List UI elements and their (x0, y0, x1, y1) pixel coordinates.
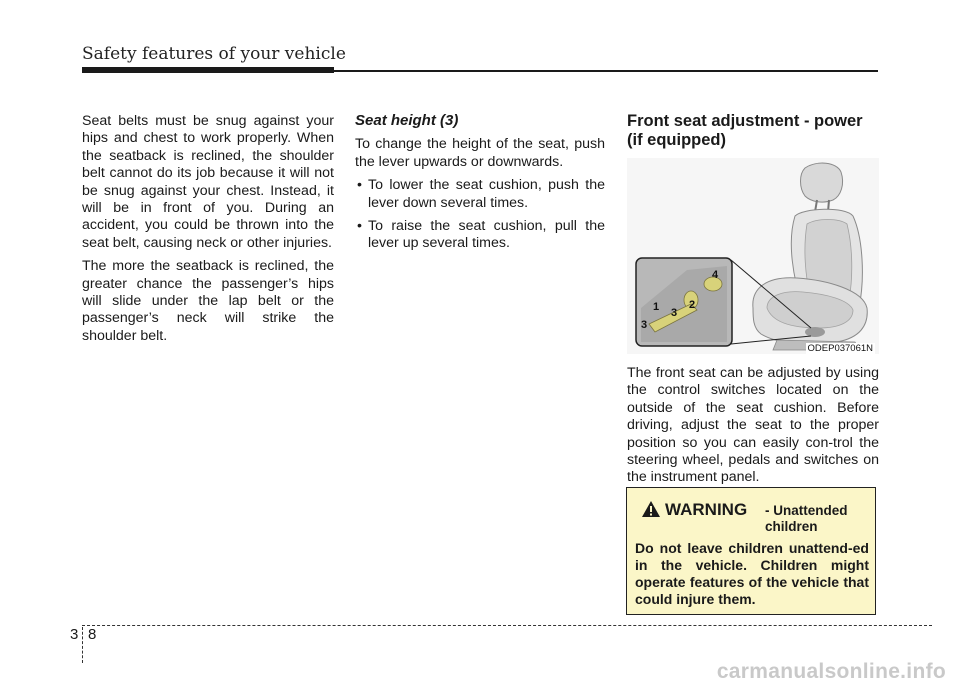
page-number: 8 (88, 626, 97, 643)
callout-number: 1 (653, 301, 660, 313)
section-heading: Front seat adjustment - power (627, 112, 863, 130)
column-1 (82, 113, 334, 351)
page-header-title: Safety features of your vehicle (82, 44, 346, 64)
watermark: carmanualsonline.info (716, 660, 946, 683)
warning-label: WARNING (665, 500, 748, 519)
callout-number: 2 (689, 299, 696, 311)
paragraph: To change the height of the seat, push the lever upwards or downwards. (355, 136, 605, 170)
section-subheading: Seat height (3) (355, 112, 459, 129)
column-3-heading (627, 112, 879, 150)
footer-divider (82, 627, 83, 663)
warning-box (626, 487, 876, 615)
warning-text: Do not leave children unattend-ed in the vehicle. Children might operate features of the vehicle that could injure them. (635, 540, 869, 607)
paragraph: Seat belts must be snug against your hips and chest to work properly. When the seatback is reclined, the shoulder belt cannot do its job because it will not be snug against your chest. Instead, it will be in front of you. During an accident, you could be thrown into the seat belt, causing neck or other injuries. (82, 113, 334, 251)
callout-number: 3 (671, 307, 678, 319)
figure-code: ODEP037061N (807, 343, 873, 354)
footer-rule (82, 625, 932, 626)
header-rule-thick (82, 67, 334, 73)
bullet-list (355, 177, 605, 253)
warning-triangle-icon (641, 500, 661, 523)
list-item: • To raise the seat cushion, pull the lever up several times. (355, 218, 605, 253)
seat-illustration (627, 158, 879, 354)
chapter-number: 3 (70, 626, 79, 643)
list-item: • To lower the seat cushion, push the lever down several times. (355, 177, 605, 212)
warning-subtitle: - Unattended children (765, 503, 848, 534)
callout-number: 3 (641, 319, 648, 331)
seat-drawing (627, 158, 879, 354)
callout-number: 4 (712, 269, 719, 281)
column-2 (355, 112, 605, 259)
paragraph: The more the seatback is reclined, the greater chance the passenger’s hips will slide under the lap belt or the passenger’s neck will strike the shoulder belt. (82, 258, 334, 344)
paragraph: The front seat can be adjusted by using the control switches located on the outside of the seat cushion. Before driving, adjust the seat to the proper position so you can easily con-trol the steering wheel, pedals and switches on the instrument panel. (627, 365, 879, 486)
section-heading-sub: (if equipped) (627, 131, 726, 149)
header-rule-thin (334, 70, 878, 72)
